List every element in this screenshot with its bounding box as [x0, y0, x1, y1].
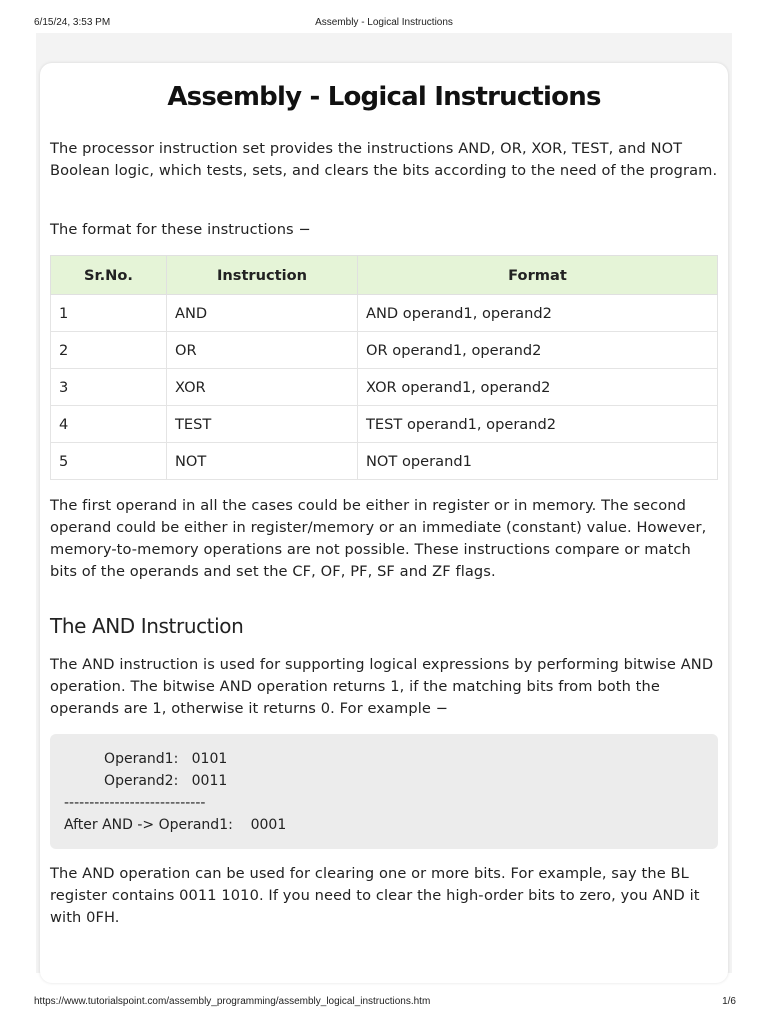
table-row: [51, 369, 718, 406]
table-cell: 3: [51, 369, 167, 406]
table-cell: AND operand1, operand2: [358, 295, 718, 332]
instruction-format-table: [50, 255, 718, 480]
table-cell: OR: [167, 332, 358, 369]
table-header-cell: Sr.No.: [51, 256, 167, 295]
table-row: [51, 332, 718, 369]
table-cell: 5: [51, 443, 167, 480]
table-cell: TEST: [167, 406, 358, 443]
page-title: Assembly - Logical Instructions: [167, 82, 601, 112]
table-row: [51, 443, 718, 480]
table-header-cell: Format: [358, 256, 718, 295]
print-page-number: 1/6: [722, 996, 736, 1007]
table-header-row: [51, 256, 718, 295]
table-cell: 1: [51, 295, 167, 332]
and-description-paragraph: The AND instruction is used for supporting logical expressions by performing bitwise AND operation. The bitwise AND operation returns 1, if the matching bits from both the operands are 1, otherwise it returns 0. For example −: [50, 656, 714, 717]
table-row: [51, 295, 718, 332]
table-header-cell: Instruction: [167, 256, 358, 295]
clear-bits-paragraph: The AND operation can be used for clearing one or more bits. For example, say the BL register contains 0011 1010. If you need to clear the high-order bits to zero, you AND it with 0FH.: [50, 865, 700, 926]
print-datetime: 6/15/24, 3:53 PM: [34, 17, 111, 28]
print-footer: [0, 994, 768, 1010]
table-cell: XOR: [167, 369, 358, 406]
table-cell: AND: [167, 295, 358, 332]
table-row: [51, 406, 718, 443]
format-intro-paragraph: The format for these instructions −: [50, 221, 311, 238]
code-example-block: [50, 734, 718, 849]
table-cell: OR operand1, operand2: [358, 332, 718, 369]
table-cell: 2: [51, 332, 167, 369]
intro-paragraph: The processor instruction set provides the instructions AND, OR, XOR, TEST, and NOT Boolean logic, which tests, sets, and clears the bits according to the need of the program.: [50, 140, 718, 179]
table-cell: XOR operand1, operand2: [358, 369, 718, 406]
print-header: [0, 14, 768, 30]
table-cell: 4: [51, 406, 167, 443]
code-example-text: Operand1: 0101 Operand2: 0011 ---------------------------- After AND -> Operand1: 0001: [64, 751, 287, 833]
operand-note-paragraph: The first operand in all the cases could be either in register or in memory. The second operand could be either in register/memory or an immediate (constant) value. However, memory-to-memory operations are not possible. These instructions compare or match bits of the operands and set the CF, OF, PF, SF and ZF flags.: [50, 497, 707, 580]
print-url: https://www.tutorialspoint.com/assembly_programming/assembly_logical_instructions.htm: [34, 996, 431, 1007]
table-cell: NOT: [167, 443, 358, 480]
and-instruction-heading: The AND Instruction: [50, 614, 244, 638]
table-cell: NOT operand1: [358, 443, 718, 480]
table-cell: TEST operand1, operand2: [358, 406, 718, 443]
print-doc-title: Assembly - Logical Instructions: [315, 17, 453, 28]
